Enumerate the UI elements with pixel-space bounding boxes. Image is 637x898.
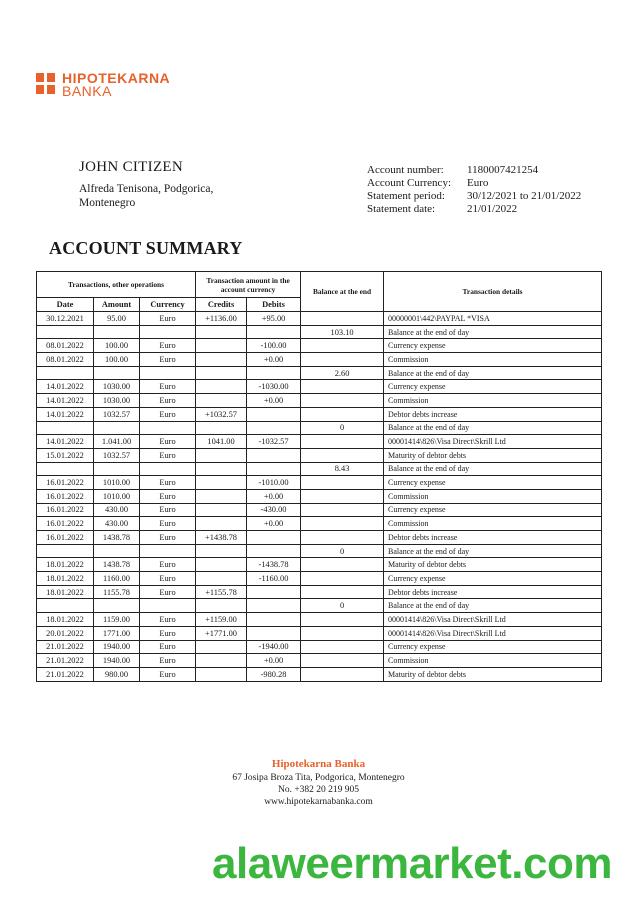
statement-period-label: Statement period: bbox=[367, 190, 445, 202]
cell-currency: Euro bbox=[140, 489, 196, 503]
cell-date: 21.01.2022 bbox=[37, 667, 94, 681]
cell-amount: 430.00 bbox=[94, 517, 140, 531]
cell-debits: -980.28 bbox=[247, 667, 301, 681]
cell-details: Balance at the end of day bbox=[384, 325, 602, 339]
cell-currency bbox=[140, 421, 196, 435]
cell-debits: -1030.00 bbox=[247, 380, 301, 394]
cell-date: 18.01.2022 bbox=[37, 558, 94, 572]
customer-address-line1: Alfreda Tenisona, Podgorica, bbox=[79, 183, 214, 195]
cell-balance bbox=[301, 613, 384, 627]
cell-amount: 1032.57 bbox=[94, 448, 140, 462]
cell-details: Balance at the end of day bbox=[384, 544, 602, 558]
table-row bbox=[37, 421, 602, 435]
cell-credits bbox=[196, 462, 247, 476]
cell-details: Currency expense bbox=[384, 640, 602, 654]
header-transactions: Transactions, other operations bbox=[37, 272, 196, 298]
statement-date: 21/01/2022 bbox=[467, 203, 518, 215]
footer-website[interactable]: www.hipotekarnabanka.com bbox=[264, 797, 373, 807]
cell-credits bbox=[196, 476, 247, 490]
cell-balance bbox=[301, 654, 384, 668]
footer-bank-name: Hipotekarna Banka bbox=[271, 758, 366, 770]
cell-credits: +1136.00 bbox=[196, 312, 247, 326]
table-row bbox=[37, 667, 602, 681]
cell-debits bbox=[247, 462, 301, 476]
cell-currency: Euro bbox=[140, 585, 196, 599]
cell-amount: 1159.00 bbox=[94, 613, 140, 627]
statement-info bbox=[367, 164, 581, 216]
cell-date: 30.12.2021 bbox=[37, 312, 94, 326]
logo-line2: BANKA bbox=[62, 83, 112, 99]
cell-date: 18.01.2022 bbox=[37, 585, 94, 599]
cell-details: Debtor debts increase bbox=[384, 407, 602, 421]
table-row bbox=[37, 339, 602, 353]
cell-date bbox=[37, 366, 94, 380]
statement-date-label: Statement date: bbox=[367, 203, 436, 215]
cell-currency bbox=[140, 544, 196, 558]
header-credits: Credits bbox=[196, 298, 247, 312]
cell-details: Balance at the end of day bbox=[384, 421, 602, 435]
table-row bbox=[37, 489, 602, 503]
table-row bbox=[37, 613, 602, 627]
cell-credits: +1771.00 bbox=[196, 626, 247, 640]
cell-amount bbox=[94, 366, 140, 380]
cell-details: Debtor debts increase bbox=[384, 585, 602, 599]
table-row bbox=[37, 325, 602, 339]
cell-balance bbox=[301, 312, 384, 326]
footer-address: 67 Josipa Broza Tita, Podgorica, Montenegro bbox=[232, 773, 405, 783]
cell-credits: +1032.57 bbox=[196, 407, 247, 421]
table-row bbox=[37, 626, 602, 640]
cell-details: Balance at the end of day bbox=[384, 599, 602, 613]
cell-balance bbox=[301, 476, 384, 490]
table-row bbox=[37, 558, 602, 572]
cell-currency: Euro bbox=[140, 572, 196, 586]
cell-debits: -1438.78 bbox=[247, 558, 301, 572]
cell-date bbox=[37, 462, 94, 476]
cell-date bbox=[37, 599, 94, 613]
table-row bbox=[37, 654, 602, 668]
cell-amount: 1438.78 bbox=[94, 531, 140, 545]
cell-details: Currency expense bbox=[384, 476, 602, 490]
cell-amount: 1030.00 bbox=[94, 394, 140, 408]
cell-debits bbox=[247, 325, 301, 339]
cell-debits: -1160.00 bbox=[247, 572, 301, 586]
cell-currency bbox=[140, 325, 196, 339]
table-row bbox=[37, 599, 602, 613]
cell-balance bbox=[301, 407, 384, 421]
logo-line1: HIPOTEKARNA bbox=[62, 70, 171, 86]
table-row bbox=[37, 572, 602, 586]
cell-date: 18.01.2022 bbox=[37, 613, 94, 627]
cell-date: 20.01.2022 bbox=[37, 626, 94, 640]
cell-currency: Euro bbox=[140, 517, 196, 531]
cell-date: 14.01.2022 bbox=[37, 380, 94, 394]
table-row bbox=[37, 448, 602, 462]
table-row bbox=[37, 640, 602, 654]
table-row bbox=[37, 353, 602, 367]
cell-balance: 103.10 bbox=[301, 325, 384, 339]
cell-details: Balance at the end of day bbox=[384, 462, 602, 476]
bank-logo bbox=[36, 72, 170, 98]
cell-debits: +0.00 bbox=[247, 394, 301, 408]
cell-credits bbox=[196, 599, 247, 613]
cell-balance bbox=[301, 667, 384, 681]
cell-credits: +1438.78 bbox=[196, 531, 247, 545]
cell-balance bbox=[301, 489, 384, 503]
cell-debits: -100.00 bbox=[247, 339, 301, 353]
cell-amount bbox=[94, 462, 140, 476]
cell-currency: Euro bbox=[140, 626, 196, 640]
cell-currency: Euro bbox=[140, 613, 196, 627]
cell-details: Commission bbox=[384, 654, 602, 668]
cell-credits bbox=[196, 366, 247, 380]
cell-credits bbox=[196, 640, 247, 654]
cell-details: 00001414\826\Visa Direct\Skrill Ltd bbox=[384, 626, 602, 640]
cell-details: Currency expense bbox=[384, 380, 602, 394]
cell-debits: -1940.00 bbox=[247, 640, 301, 654]
cell-currency: Euro bbox=[140, 558, 196, 572]
cell-debits bbox=[247, 421, 301, 435]
cell-currency: Euro bbox=[140, 531, 196, 545]
logo-mark-icon bbox=[36, 73, 58, 97]
cell-debits bbox=[247, 613, 301, 627]
cell-details: Commission bbox=[384, 489, 602, 503]
account-currency: Euro bbox=[467, 177, 489, 189]
cell-credits bbox=[196, 339, 247, 353]
cell-debits bbox=[247, 585, 301, 599]
cell-debits: -1010.00 bbox=[247, 476, 301, 490]
cell-currency: Euro bbox=[140, 640, 196, 654]
cell-details: 00000001\442\PAYPAL *VISA bbox=[384, 312, 602, 326]
transactions-body bbox=[37, 312, 602, 682]
cell-amount bbox=[94, 421, 140, 435]
cell-details: 00001414\826\Visa Direct\Skrill Ltd bbox=[384, 613, 602, 627]
cell-balance bbox=[301, 435, 384, 449]
header-date: Date bbox=[37, 298, 94, 312]
cell-balance bbox=[301, 572, 384, 586]
cell-debits: +0.00 bbox=[247, 654, 301, 668]
cell-balance bbox=[301, 585, 384, 599]
cell-currency: Euro bbox=[140, 394, 196, 408]
cell-balance bbox=[301, 517, 384, 531]
cell-amount: 1155.78 bbox=[94, 585, 140, 599]
cell-balance bbox=[301, 339, 384, 353]
cell-balance bbox=[301, 394, 384, 408]
cell-amount: 1.041.00 bbox=[94, 435, 140, 449]
cell-credits: +1155.78 bbox=[196, 585, 247, 599]
cell-date bbox=[37, 325, 94, 339]
cell-amount: 1032.57 bbox=[94, 407, 140, 421]
cell-details: Commission bbox=[384, 517, 602, 531]
cell-currency: Euro bbox=[140, 407, 196, 421]
cell-currency: Euro bbox=[140, 503, 196, 517]
cell-balance: 0 bbox=[301, 421, 384, 435]
table-row bbox=[37, 394, 602, 408]
cell-amount bbox=[94, 599, 140, 613]
cell-balance: 2.60 bbox=[301, 366, 384, 380]
cell-currency: Euro bbox=[140, 654, 196, 668]
cell-debits bbox=[247, 366, 301, 380]
cell-details: Maturity of debtor debts bbox=[384, 558, 602, 572]
cell-credits bbox=[196, 489, 247, 503]
cell-debits bbox=[247, 544, 301, 558]
cell-details: 00001414\826\Visa Direct\Skrill Ltd bbox=[384, 435, 602, 449]
cell-credits bbox=[196, 325, 247, 339]
table-row bbox=[37, 435, 602, 449]
cell-credits bbox=[196, 654, 247, 668]
cell-date bbox=[37, 544, 94, 558]
table-row bbox=[37, 503, 602, 517]
cell-amount: 980.00 bbox=[94, 667, 140, 681]
cell-amount: 100.00 bbox=[94, 353, 140, 367]
account-number-label: Account number: bbox=[367, 164, 444, 176]
cell-debits: +0.00 bbox=[247, 489, 301, 503]
cell-amount: 1010.00 bbox=[94, 489, 140, 503]
header-amount: Amount bbox=[94, 298, 140, 312]
cell-currency: Euro bbox=[140, 476, 196, 490]
cell-balance: 8.43 bbox=[301, 462, 384, 476]
cell-balance bbox=[301, 626, 384, 640]
cell-balance bbox=[301, 558, 384, 572]
cell-date: 08.01.2022 bbox=[37, 353, 94, 367]
cell-currency bbox=[140, 599, 196, 613]
cell-amount: 100.00 bbox=[94, 339, 140, 353]
cell-currency: Euro bbox=[140, 312, 196, 326]
cell-date: 16.01.2022 bbox=[37, 489, 94, 503]
cell-currency: Euro bbox=[140, 339, 196, 353]
cell-credits bbox=[196, 394, 247, 408]
cell-currency: Euro bbox=[140, 448, 196, 462]
cell-currency bbox=[140, 366, 196, 380]
cell-date: 14.01.2022 bbox=[37, 407, 94, 421]
header-debits: Debits bbox=[247, 298, 301, 312]
cell-details: Balance at the end of day bbox=[384, 366, 602, 380]
cell-amount: 430.00 bbox=[94, 503, 140, 517]
header-currency: Currency bbox=[140, 298, 196, 312]
cell-date bbox=[37, 421, 94, 435]
cell-amount: 95.00 bbox=[94, 312, 140, 326]
cell-credits bbox=[196, 421, 247, 435]
account-number: 1180007421254 bbox=[467, 164, 539, 176]
footer bbox=[0, 758, 637, 808]
table-row bbox=[37, 462, 602, 476]
cell-amount: 1160.00 bbox=[94, 572, 140, 586]
cell-debits: +0.00 bbox=[247, 517, 301, 531]
cell-date: 16.01.2022 bbox=[37, 476, 94, 490]
cell-debits: +0.00 bbox=[247, 353, 301, 367]
cell-amount: 1940.00 bbox=[94, 640, 140, 654]
cell-details: Debtor debts increase bbox=[384, 531, 602, 545]
table-row bbox=[37, 366, 602, 380]
table-row bbox=[37, 312, 602, 326]
cell-balance bbox=[301, 353, 384, 367]
cell-date: 14.01.2022 bbox=[37, 394, 94, 408]
table-row bbox=[37, 544, 602, 558]
cell-credits bbox=[196, 380, 247, 394]
table-row bbox=[37, 531, 602, 545]
cell-credits bbox=[196, 448, 247, 462]
cell-amount bbox=[94, 544, 140, 558]
cell-debits: +95.00 bbox=[247, 312, 301, 326]
customer-block bbox=[79, 159, 213, 210]
cell-balance bbox=[301, 380, 384, 394]
cell-debits: -430.00 bbox=[247, 503, 301, 517]
cell-balance bbox=[301, 448, 384, 462]
cell-details: Maturity of debtor debts bbox=[384, 448, 602, 462]
table-row bbox=[37, 585, 602, 599]
cell-credits bbox=[196, 544, 247, 558]
header-details: Transaction details bbox=[384, 272, 602, 312]
cell-balance bbox=[301, 640, 384, 654]
cell-currency: Euro bbox=[140, 435, 196, 449]
cell-amount: 1940.00 bbox=[94, 654, 140, 668]
cell-date: 14.01.2022 bbox=[37, 435, 94, 449]
cell-date: 15.01.2022 bbox=[37, 448, 94, 462]
table-row bbox=[37, 380, 602, 394]
account-currency-label: Account Currency: bbox=[367, 177, 451, 189]
transactions-table bbox=[36, 271, 602, 682]
section-title: ACCOUNT SUMMARY bbox=[49, 238, 243, 258]
cell-balance bbox=[301, 503, 384, 517]
cell-amount: 1030.00 bbox=[94, 380, 140, 394]
customer-address-line2: Montenegro bbox=[79, 197, 136, 209]
cell-credits bbox=[196, 517, 247, 531]
cell-credits: 1041.00 bbox=[196, 435, 247, 449]
cell-date: 08.01.2022 bbox=[37, 339, 94, 353]
cell-amount: 1771.00 bbox=[94, 626, 140, 640]
cell-debits bbox=[247, 407, 301, 421]
cell-currency: Euro bbox=[140, 353, 196, 367]
cell-date: 18.01.2022 bbox=[37, 572, 94, 586]
cell-details: Currency expense bbox=[384, 339, 602, 353]
table-row bbox=[37, 407, 602, 421]
customer-name: JOHN CITIZEN bbox=[79, 159, 184, 175]
cell-amount: 1438.78 bbox=[94, 558, 140, 572]
cell-credits bbox=[196, 558, 247, 572]
cell-currency bbox=[140, 462, 196, 476]
cell-balance: 0 bbox=[301, 599, 384, 613]
table-row bbox=[37, 476, 602, 490]
cell-debits bbox=[247, 531, 301, 545]
cell-balance bbox=[301, 531, 384, 545]
watermark: alaweermarket.com bbox=[212, 839, 612, 888]
cell-debits bbox=[247, 599, 301, 613]
statement-period: 30/12/2021 to 21/01/2022 bbox=[467, 190, 582, 202]
cell-amount: 1010.00 bbox=[94, 476, 140, 490]
cell-debits bbox=[247, 448, 301, 462]
cell-currency: Euro bbox=[140, 667, 196, 681]
cell-currency: Euro bbox=[140, 380, 196, 394]
cell-balance: 0 bbox=[301, 544, 384, 558]
cell-credits bbox=[196, 503, 247, 517]
cell-details: Maturity of debtor debts bbox=[384, 667, 602, 681]
cell-details: Commission bbox=[384, 353, 602, 367]
header-amount-account-currency: Transaction amount in the account currency bbox=[196, 272, 301, 298]
cell-debits bbox=[247, 626, 301, 640]
cell-details: Commission bbox=[384, 394, 602, 408]
cell-date: 21.01.2022 bbox=[37, 654, 94, 668]
cell-amount bbox=[94, 325, 140, 339]
cell-debits: -1032.57 bbox=[247, 435, 301, 449]
table-row bbox=[37, 517, 602, 531]
cell-credits bbox=[196, 667, 247, 681]
cell-date: 16.01.2022 bbox=[37, 531, 94, 545]
header-balance: Balance at the end bbox=[301, 272, 384, 312]
footer-phone: No. +382 20 219 905 bbox=[277, 785, 360, 795]
cell-details: Currency expense bbox=[384, 572, 602, 586]
cell-credits bbox=[196, 572, 247, 586]
cell-details: Currency expense bbox=[384, 503, 602, 517]
cell-date: 21.01.2022 bbox=[37, 640, 94, 654]
cell-credits: +1159.00 bbox=[196, 613, 247, 627]
cell-date: 16.01.2022 bbox=[37, 503, 94, 517]
cell-date: 16.01.2022 bbox=[37, 517, 94, 531]
cell-credits bbox=[196, 353, 247, 367]
